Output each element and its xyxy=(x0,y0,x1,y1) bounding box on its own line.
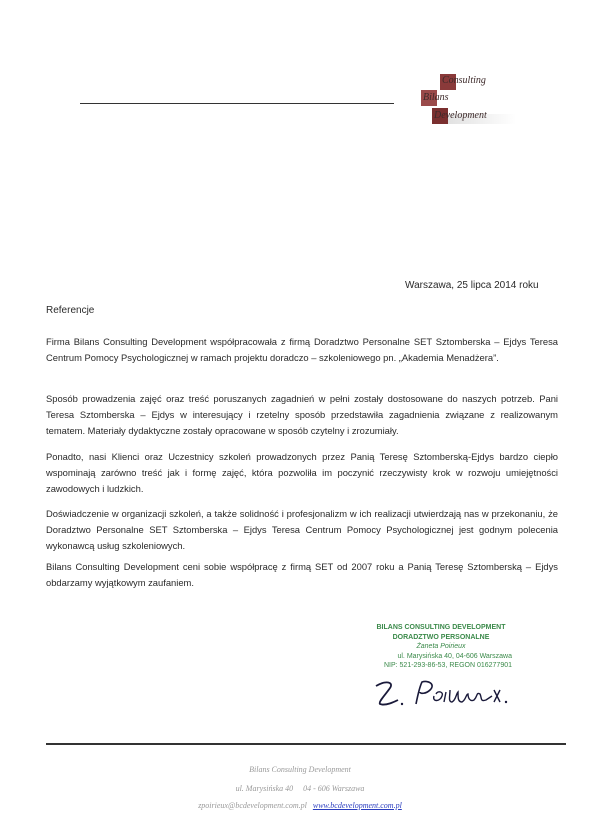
paragraph-5: Bilans Consulting Development ceni sobie współpracę z firmą SET od 2007 roku a Panią Teresę Sztomberską – Ejdys obdarzamy wyjątkowym zaufaniem. xyxy=(46,561,558,588)
paragraph-4: Doświadczenie w organizacji szkoleń, a także solidność i profesjonalizm w ich realizacji utwierdzają nas w przekonaniu, że Doradztwo Personalne SET Sztomberska – Ejdys Teresa Centrum Pomocy Psychologicznej jest godnym polecenia wykonawcą usług szkoleniowych. xyxy=(46,508,558,551)
footer-postal: 04 - 606 Warszawa xyxy=(303,784,365,793)
stamp-tax-ids: NIP: 521-293-86-53, REGON 016277901 xyxy=(383,662,512,670)
footer-contact xyxy=(150,801,450,810)
paragraph-2: Sposób prowadzenia zajęć oraz treść poruszanych zagadnień w pełni zostały dostosowane do naszych potrzeb. Pani Teresa Sztomberska – Ejdys w interesujący i rzetelny sposób przedstawiła zagadnienia związane z realizowanym tematem. Materiały dydaktyczne zostały opracowane w sposób czytelny i zrozumiały. xyxy=(46,393,558,436)
header-rule xyxy=(80,103,394,104)
logo-word-consulting: Consulting xyxy=(442,75,486,86)
footer-rule xyxy=(46,743,566,745)
footer-address xyxy=(150,784,450,793)
paragraph-1: Firma Bilans Consulting Development współpracowała z firmą Doradztwo Personalne SET Sztomberska – Ejdys Teresa Centrum Pomocy Psychologicznej w ramach projektu doradczo – szkoleniowego pn. „Akademia Menadżera”. xyxy=(46,336,558,363)
stamp-company-name: BILANS CONSULTING DEVELOPMENT xyxy=(376,624,506,631)
handwritten-signature xyxy=(372,676,532,710)
footer-email[interactable]: zpoirieux@bcdevelopment.com.pl xyxy=(198,801,307,810)
footer-company: Bilans Consulting Development xyxy=(249,765,351,774)
stamp-address: ul. Marysińska 40, 04-606 Warszawa xyxy=(397,652,512,660)
company-stamp xyxy=(362,623,520,671)
footer-website-link[interactable]: www.bcdevelopment.com.pl xyxy=(312,801,402,810)
stamp-person-name: Żaneta Poirieux xyxy=(416,643,466,651)
logo-word-development: Development xyxy=(434,110,487,121)
company-logo xyxy=(418,72,513,128)
letter-heading: Referencje xyxy=(46,305,95,316)
footer-street: ul. Marysińska 40 xyxy=(235,784,294,793)
letter-date: Warszawa, 25 lipca 2014 roku xyxy=(405,280,539,291)
logo-word-bilans: Bilans xyxy=(423,92,449,103)
paragraph-3: Ponadto, nasi Klienci oraz Uczestnicy szkoleń prowadzonych przez Panią Teresę Sztomberską-Ejdys bardzo ciepło wspominają zarówno treść jak i formę zajęć, która pozwoliła im poczynić rzeczywisty krok w rozwoju umiejętności zawodowych i ludzkich. xyxy=(46,451,558,494)
stamp-department: DORADZTWO PERSONALNE xyxy=(392,633,490,641)
